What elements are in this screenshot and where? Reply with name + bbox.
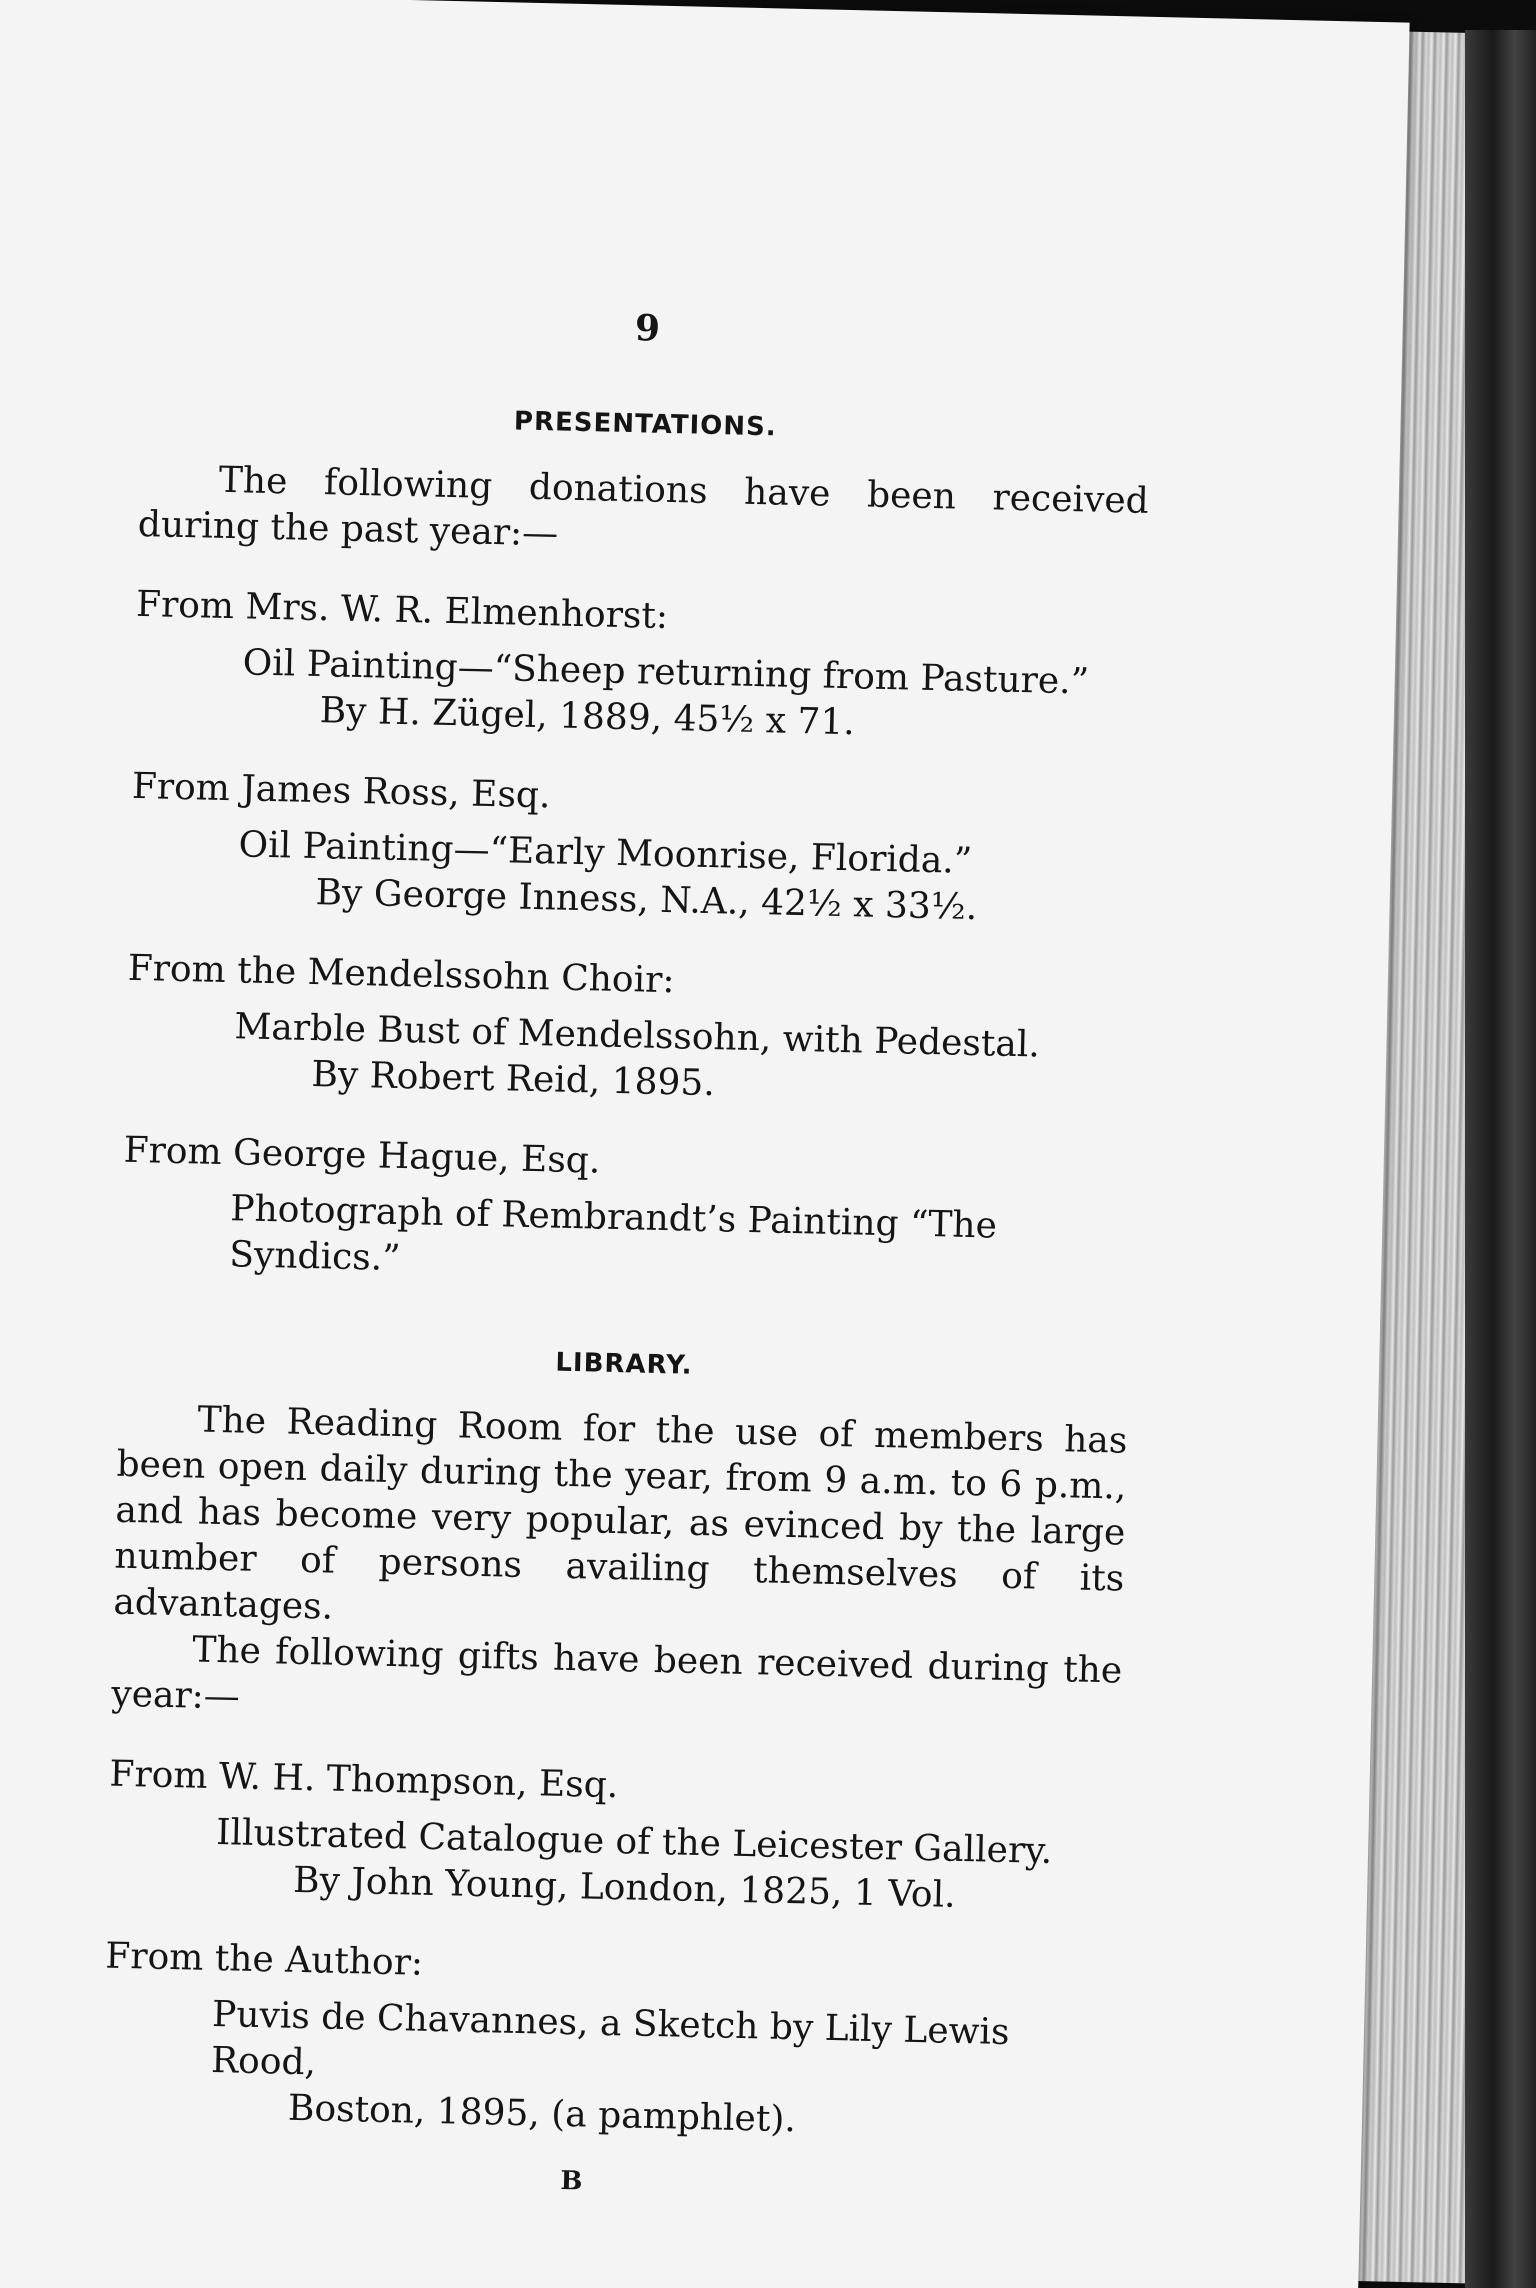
gift-attribution: By John Young, London, 1825, 1 Vol. [292, 1859, 957, 1916]
donor-line: From W. H. Thompson, Esq. [109, 1753, 619, 1807]
library-heading: LIBRARY. [555, 1347, 693, 1381]
library-gifts-list [102, 1752, 1120, 2151]
donor-line: From the Mendelssohn Choir: [127, 947, 675, 1002]
book-cover-edge [1465, 30, 1536, 2288]
donation-item [233, 1004, 1137, 1116]
gift-title: Illustrated Catalogue of the Leicester Gallery. [215, 1812, 1053, 1873]
presentations-intro: The following donations have been received during the past year:— [137, 459, 1150, 555]
donation-title: Oil Painting—“Sheep returning from Pasture.” [242, 642, 1090, 703]
library-gifts-intro: The following gifts have been received during the year:— [110, 1629, 1123, 1718]
library-paragraph: The Reading Room for the use of members has been open daily during the year, from 9 a.m. to 6 p.m., and has become very popular, as evinced by the large number of persons availing themselves of its advantages. [112, 1399, 1128, 1628]
donor-line: From Mrs. W. R. Elmenhorst: [135, 583, 669, 637]
donation-item [241, 640, 1145, 752]
presentations-list [121, 582, 1146, 1299]
donor-line: From George Hague, Esq. [123, 1129, 601, 1182]
donation-title: Photograph of Rembrandt’s Painting “The Syndics.” [228, 1188, 998, 1280]
signature-mark: B [560, 2165, 583, 2197]
page-content [100, 294, 1153, 2216]
gift-item [215, 1810, 1119, 1922]
donation-title: Oil Painting—“Early Moonrise, Florida.” [238, 824, 973, 882]
donation-item [237, 822, 1141, 934]
presentations-heading: PRESENTATIONS. [513, 406, 778, 443]
donor-line: From James Ross, Esq. [131, 765, 551, 817]
donation-attribution: By H. Zügel, 1889, 45½ x 71. [319, 690, 856, 744]
donation-title: Marble Bust of Mendelssohn, with Pedestal. [234, 1006, 1041, 1066]
page-number: 9 [634, 307, 661, 350]
gift-attribution: Boston, 1895, (a pamphlet). [287, 2087, 797, 2141]
donation-attribution: By George Inness, N.A., 42½ x 33½. [315, 872, 978, 929]
donation-attribution: By Robert Reid, 1895. [311, 1054, 716, 1105]
donor-line: From the Author: [104, 1935, 424, 1984]
gift-item [210, 1992, 1115, 2150]
gift-title: Puvis de Chavannes, a Sketch by Lily Lewis Rood, [210, 1994, 1010, 2084]
